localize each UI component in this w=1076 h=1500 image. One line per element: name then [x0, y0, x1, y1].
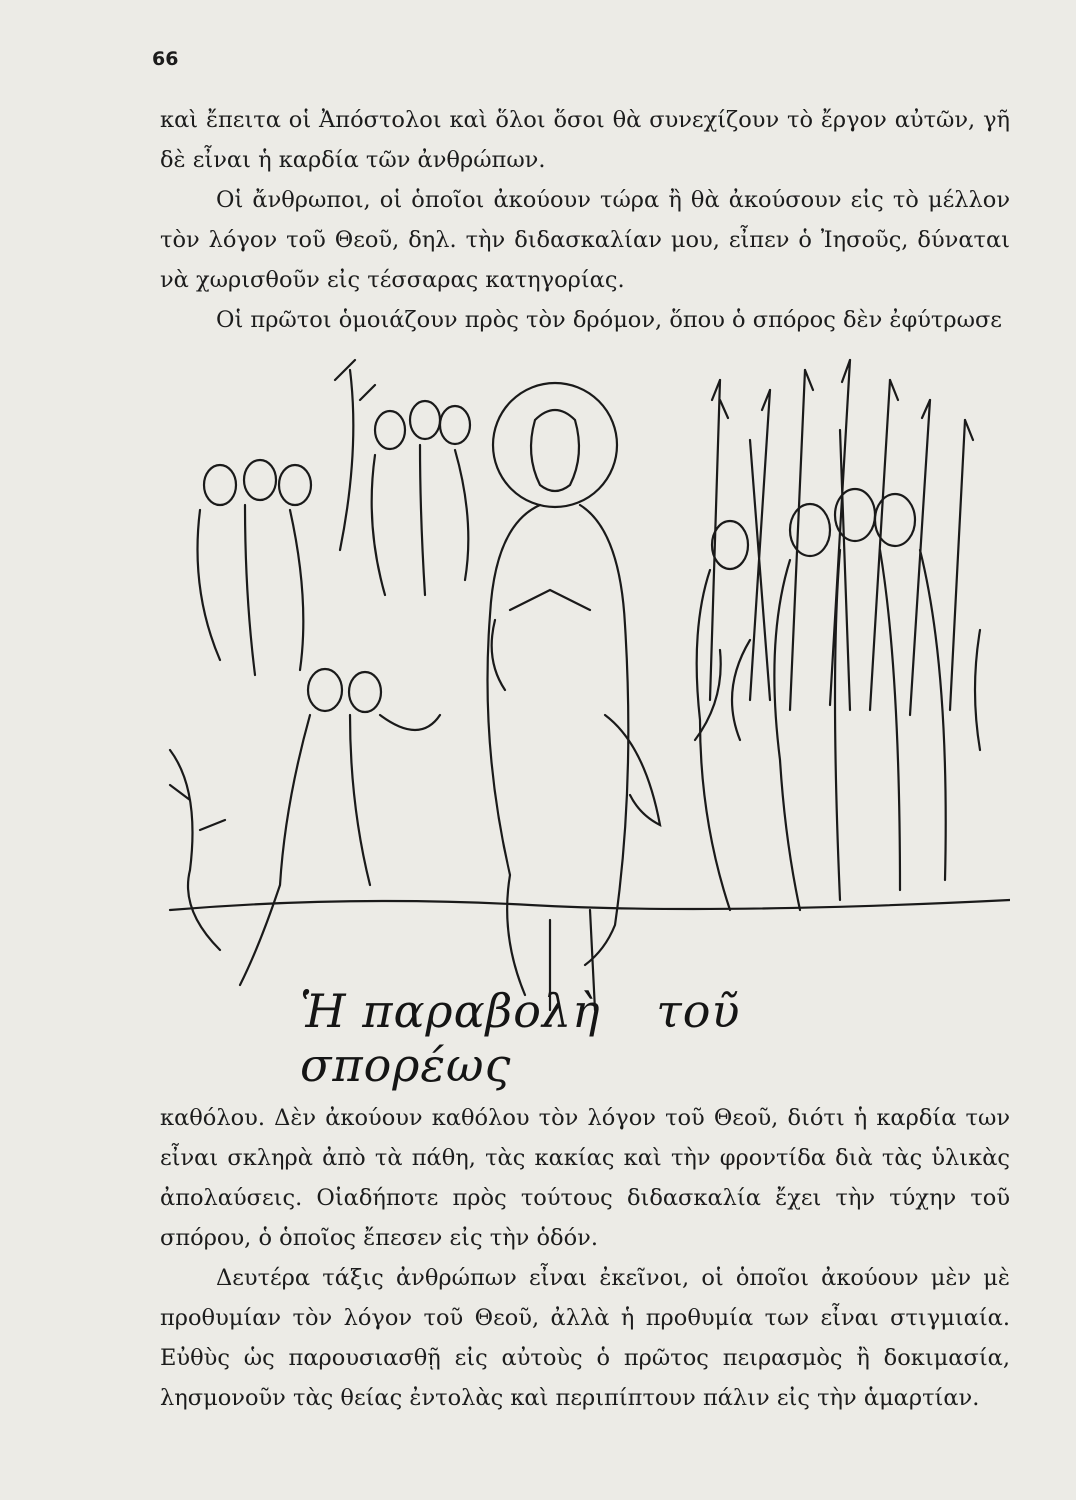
paragraph-5: Δευτέρα τάξις ἀνθρώπων εἶναι ἐκεῖνοι, οἱ ὁποῖοι ἀκούουν μὲν μὲ προθυμίαν τὸν λόγον τοῦ Θεοῦ, ἀλλὰ ἡ προθυμία των εἶναι στιγμιαία. Εὐθὺς ὡς παρουσιασθῇ εἰς αὐτοὺς ὁ πρῶτος πειρασμὸς ἢ δοκιμασία, λησμονοῦν τὰς θείας ἐντολὰς καὶ περιπίπτουν πάλιν εἰς τὴν ἁμαρτίαν.	[160, 1265, 1010, 1411]
paragraph-1: καὶ ἔπειτα οἱ Ἀπόστολοι καὶ ὅλοι ὅσοι θὰ συνεχίζουν τὸ ἔργον αὐτῶν, γῆ δὲ εἶναι ἡ καρδία τῶν ἀνθρώπων.	[160, 107, 1010, 173]
page-number: 66	[152, 48, 179, 70]
parable-of-the-sower-illustration	[150, 320, 1010, 1080]
bottom-text-block	[160, 1098, 1010, 1418]
ground-line	[170, 900, 1010, 910]
crowd-group-upper-left	[198, 360, 471, 675]
paragraph-3: Οἱ πρῶτοι ὁμοιάζουν πρὸς τὸν δρόμον, ὅπου ὁ σπόρος δὲν ἐφύτρωσε	[216, 307, 1002, 333]
wheat-field	[695, 360, 980, 750]
paragraph-4: καθόλου. Δὲν ἀκούουν καθόλου τὸν λόγον τοῦ Θεοῦ, διότι ἡ καρδία των εἶναι σκληρὰ ἀπὸ τὰ πάθη, τὰς κακίας καὶ τὴν φροντίδα διὰ τὰς ὑλικὰς ἀπολαύσεις. Οἱαδήποτε πρὸς τούτους διδασκαλία ἔχει τὴν τύχην τοῦ σπόρου, ὁ ὁποῖος ἔπεσεν εἰς τὴν ὁδόν.	[160, 1105, 1010, 1251]
christ-figure	[488, 410, 661, 1010]
kneeling-group-lower-left	[170, 669, 440, 985]
illustration-caption	[300, 984, 900, 1092]
apostles-group-right	[697, 489, 946, 910]
paragraph-2: Οἱ ἄνθρωποι, οἱ ὁποῖοι ἀκούουν τώρα ἢ θὰ ἀκούσουν εἰς τὸ μέλλον τὸν λόγον τοῦ Θεοῦ, δηλ. τὴν διδασκαλίαν μου, εἶπεν ὁ Ἰησοῦς, δύναται νὰ χωρισθοῦν εἰς τέσσαρας κατηγορίας.	[160, 187, 1010, 293]
top-text-block	[160, 100, 1010, 340]
caption-part-2: τοῦ σπορέως	[300, 984, 741, 1092]
christ-halo	[493, 383, 617, 507]
caption-part-1: Ἡ παραβολὴ	[300, 984, 601, 1038]
